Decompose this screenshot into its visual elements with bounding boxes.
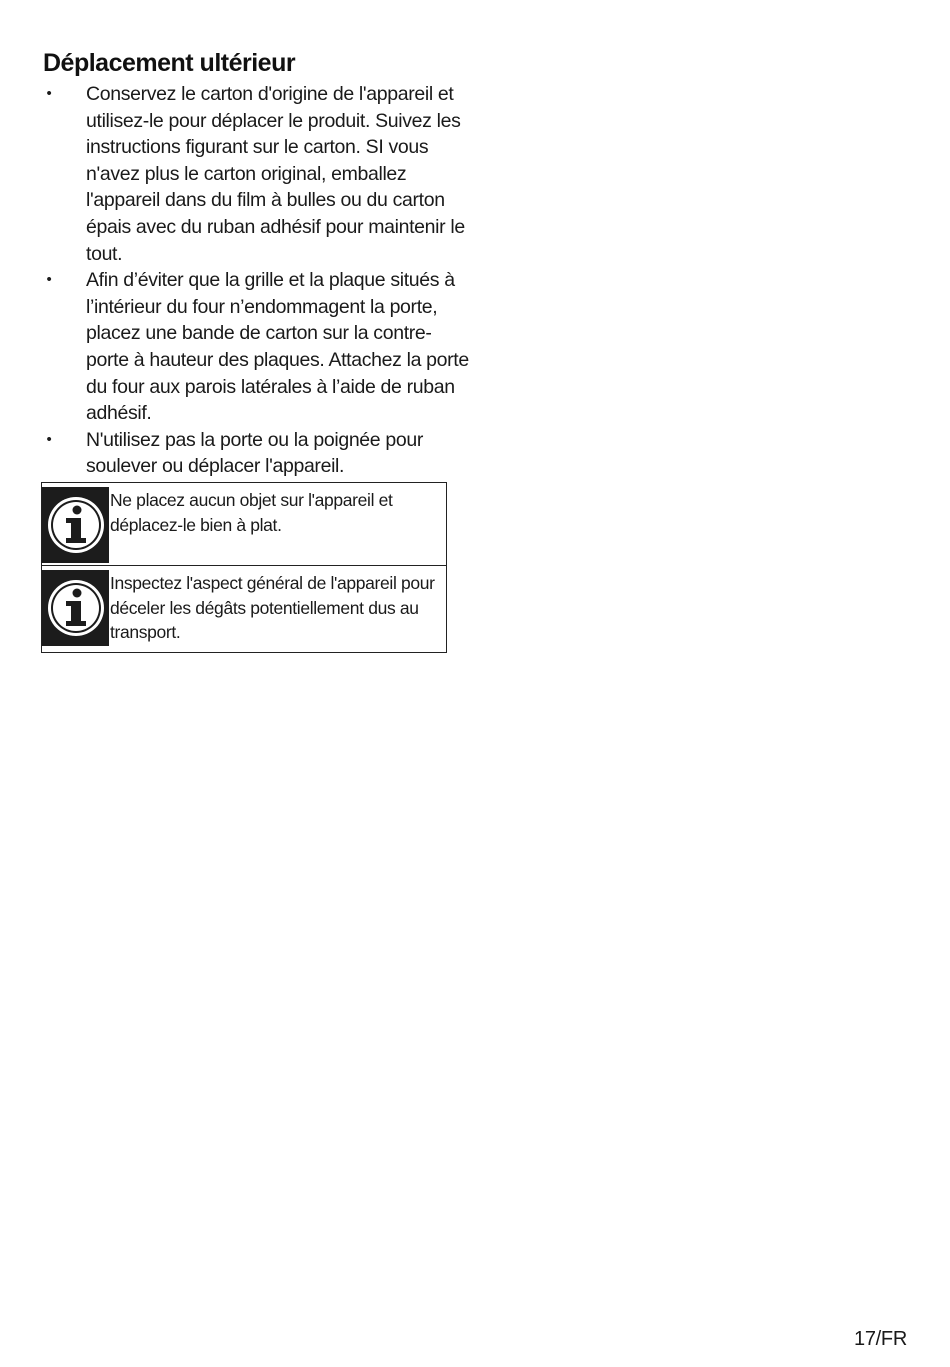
info-note — [42, 483, 446, 565]
bullet-marker: • — [46, 430, 52, 448]
bullet-text: N'utilisez pas la porte ou la poignée pour soulever ou déplacer l'appareil. — [86, 428, 423, 478]
info-icon — [42, 487, 109, 563]
list-item — [43, 267, 473, 427]
bullet-list — [43, 81, 473, 480]
list-item — [43, 81, 473, 267]
info-icon — [42, 570, 109, 646]
bullet-text: Conservez le carton d'origine de l'appareil et utilisez-le pour déplacer le produit. Suivez les instructions figurant sur le carton. SI vous n'avez plus le carton original, emballez l'appareil dans du film à bulles ou du carton épais avec du ruban adhésif pour maintenir le tout. — [86, 83, 465, 265]
list-item — [43, 427, 473, 480]
note-text: Ne placez aucun objet sur l'appareil et déplacez-le bien à plat. — [110, 490, 393, 535]
page-number: 17/FR — [854, 1328, 907, 1350]
bullet-text: Afin d’éviter que la grille et la plaque situés à l’intérieur du four n’endommagent la porte, placez une bande de carton sur la contre-porte à hauteur des plaques. Attachez la porte du four aux parois latérales à l’aide de ruban adhésif. — [86, 269, 469, 425]
bullet-marker: • — [46, 85, 52, 102]
info-notes-box — [41, 482, 447, 653]
note-text: Inspectez l'aspect général de l'appareil pour déceler les dégâts potentiellement dus au transport. — [110, 573, 435, 642]
bullet-marker: • — [46, 271, 52, 289]
section-title: Déplacement ultérieur — [43, 49, 296, 77]
info-note — [42, 565, 446, 652]
